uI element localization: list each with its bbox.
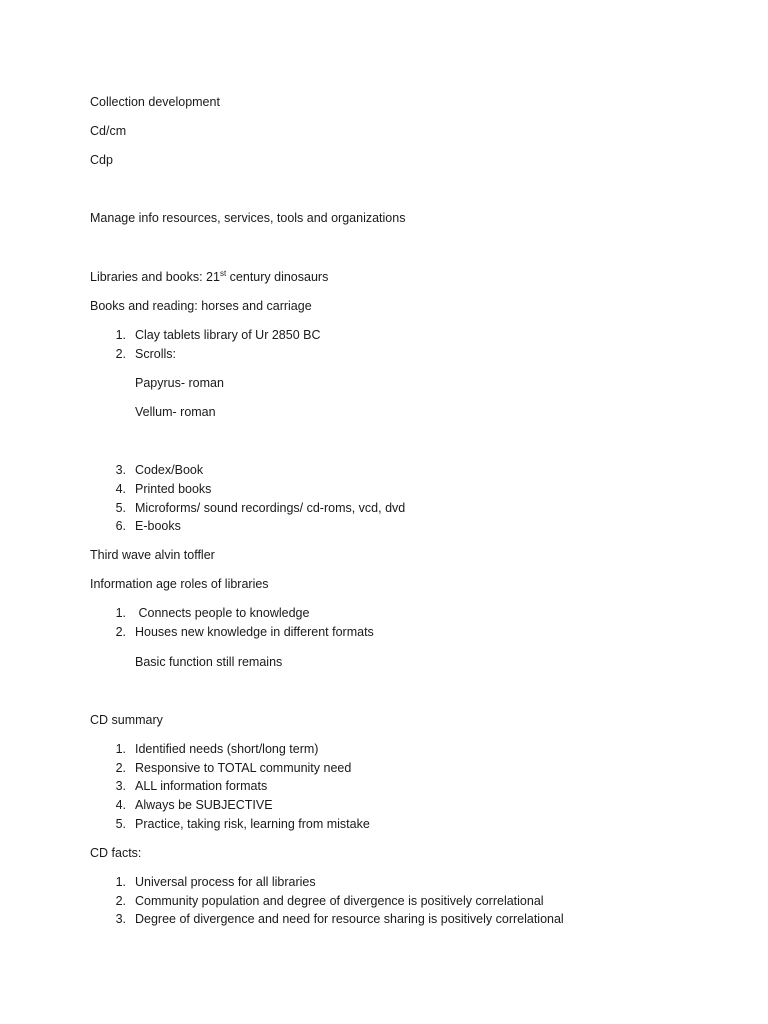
ordinal-superscript: st [219,269,227,278]
list-number: 2. [115,625,126,639]
libraries-books-line [90,269,328,285]
list-number: 1. [115,742,126,756]
list-item [115,500,406,516]
list-text: Practice, taking risk, learning from mistake [135,817,370,831]
list-number: 5. [115,817,126,831]
third-wave-line: Third wave alvin toffler [90,548,215,562]
list-item [115,346,176,362]
libraries-books-text-end: century dinosaurs [226,270,329,284]
papyrus-line: Papyrus- roman [135,376,224,390]
vellum-line: Vellum- roman [135,405,216,419]
list-item [115,518,181,534]
list-number: 1. [115,606,126,620]
list-item [115,741,319,757]
basic-function-line: Basic function still remains [135,655,283,669]
list-text: Always be SUBJECTIVE [135,798,273,812]
heading-cdp: Cdp [90,153,113,167]
list-text: Microforms/ sound recordings/ cd-roms, vcd, dvd [135,501,406,515]
list-text: Community population and degree of divergence is positively correlational [135,894,544,908]
list-item [115,893,544,909]
list-item [115,624,374,640]
list-number: 5. [115,501,126,515]
list-number: 4. [115,798,126,812]
list-text: Identified needs (short/long term) [135,742,319,756]
list-item [115,327,321,343]
cd-summary-heading: CD summary [90,713,163,727]
cd-facts-heading: CD facts: [90,846,142,860]
heading-collection-development: Collection development [90,95,220,109]
list-number: 3. [115,912,126,926]
list-text: Universal process for all libraries [135,875,316,889]
list-text: E-books [135,519,181,533]
list-item [115,797,273,813]
list-item [115,874,316,890]
list-item [115,778,268,794]
info-age-line: Information age roles of libraries [90,577,269,591]
list-number: 3. [115,463,126,477]
list-number: 1. [115,328,126,342]
list-number: 6. [115,519,126,533]
list-number: 2. [115,894,126,908]
list-item [115,911,564,927]
list-text: Degree of divergence and need for resource sharing is positively correlational [135,912,564,926]
list-item [115,816,370,832]
list-number: 2. [115,761,126,775]
list-number: 1. [115,875,126,889]
libraries-books-text: Libraries and books: 21 [90,270,220,284]
list-number: 4. [115,482,126,496]
list-text: Codex/Book [135,463,204,477]
manage-line: Manage info resources, services, tools and organizations [90,211,406,225]
list-text: Clay tablets library of Ur 2850 BC [135,328,321,342]
list-item [115,605,310,621]
heading-cd-cm: Cd/cm [90,124,127,138]
list-item [115,462,204,478]
list-text: Responsive to TOTAL community need [135,761,352,775]
list-number: 2. [115,347,126,361]
list-text: ALL information formats [135,779,268,793]
list-text: Connects people to knowledge [135,606,310,620]
list-item [115,760,352,776]
books-reading-line: Books and reading: horses and carriage [90,299,312,313]
list-text: Scrolls: [135,347,176,361]
list-text: Houses new knowledge in different formats [135,625,374,639]
list-item [115,481,212,497]
list-text: Printed books [135,482,212,496]
list-number: 3. [115,779,126,793]
